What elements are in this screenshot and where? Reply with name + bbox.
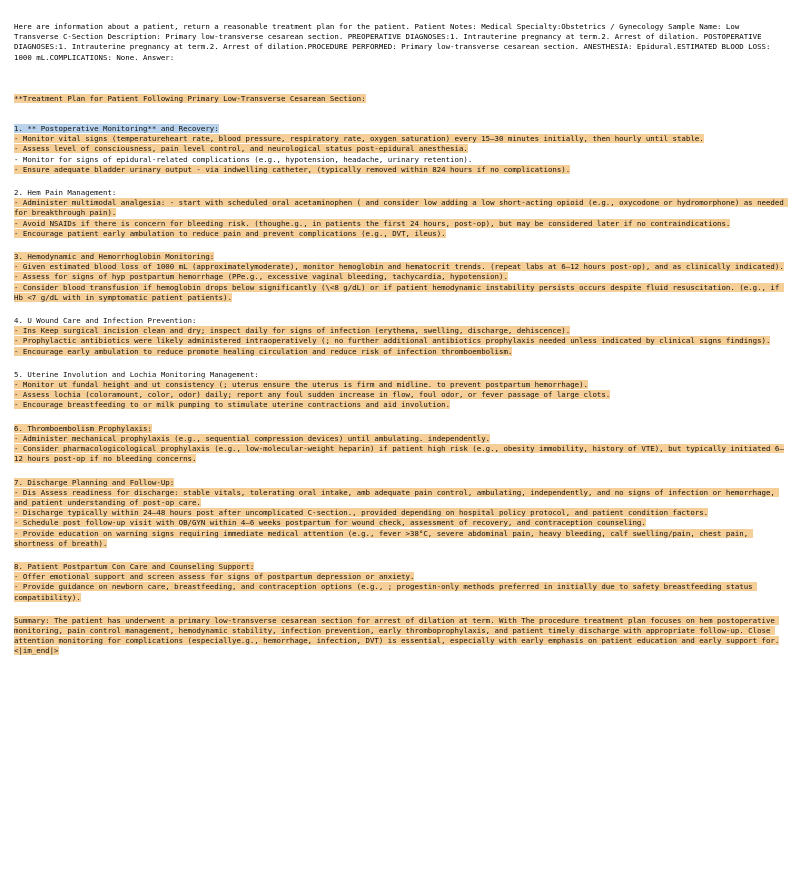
section-7-item-2: - Discharge typically within 24–48 hours post after uncomplicated C-section., provided depending on hospital policy protocol, and patient condition factors. bbox=[14, 508, 709, 518]
section-8-heading: 8. Patient Postpartum Con Care and Counseling Support: bbox=[14, 561, 255, 571]
section-7-item-4: - Provide education on warning signs requiring immediate medical attention (e.g., fever >38°C, severe abdominal pain, heavy bleeding, calf swelling/pain, chest pain, shortness of breath). bbox=[14, 528, 753, 548]
section-3-item-2: - Assess for signs of hyp postpartum hemorrhage (PPe.g., excessive vaginal bleeding, tachycardia, hypotension). bbox=[14, 272, 508, 282]
section-5-item-1: - Monitor ut fundal height and ut consistency (; uterus ensure the uterus is firm and midline. to prevent postpartum hemorrhage). bbox=[14, 380, 588, 390]
section-7-item-3: - Schedule post follow-up visit with OB/GYN within 4–6 weeks postpartum for wound check, assessment of recovery, and contraception counseling. bbox=[14, 518, 646, 528]
section-1-item-3: - Monitor for signs of epidural-related complications (e.g., hypotension, headache, urinary retention). bbox=[14, 154, 473, 164]
document-page bbox=[14, 22, 789, 657]
section-7-item-1: - Dis Assess readiness for discharge: stable vitals, tolerating oral intake, amb adequate pain control, ambulating, independently, and no signs of infection or hemorrhage, and patient understanding of post-op care. bbox=[14, 487, 780, 507]
section-8-item-2: - Provide guidance on newborn care, breastfeeding, and contraception options (e.g., ; progestin-only methods preferred in initially due to safety breastfeeding status compatibility). bbox=[14, 582, 758, 602]
section-1-item-1: - Monitor vital signs (temperatureheart rate, blood pressure, respiratory rate, oxygen saturation) every 15–30 minutes initially, then hourly until stable. bbox=[14, 134, 704, 144]
section-5-heading: 5. Uterine Involution and Lochia Monitoring Management: bbox=[14, 369, 259, 379]
section-5-item-3: - Encourage breastfeeding to or milk pumping to stimulate uterine contractions and aid involution. bbox=[14, 400, 451, 410]
prompt-text: Here are information about a patient, return a reasonable treatment plan for the patient. Patient Notes: Medical Specialty:Obstetrics / Gynecology Sample Name: Low Transverse C-Section Description: Primary low-transverse cesarean section. PREOPERATIVE DIAGNOSES:1. Intrauterine pregnancy at term.2. Arrest of dilation. POSTOPERATIVE DIAGNOSES:1. Intrauterine pregnancy at term.2. Arrest of dilation.PROCEDURE PERFORMED: Primary low-transverse cesarean section. ANESTHESIA: Epidural.ESTIMATED BLOOD LOSS: 1000 mL.COMPLICATIONS: None. Answer: bbox=[14, 22, 775, 62]
plan-title: **Treatment Plan for Patient Following Primary Low-Transverse Cesarean Section: bbox=[14, 93, 366, 103]
section-3-item-3: - Consider blood transfusion if hemoglobin drops below significantly (\<8 g/dL) or if patient hemodynamic instability persists occurs despite fluid resuscitation. (e.g., if Hb <7 g/dL with in symptomatic patient patients). bbox=[14, 282, 784, 302]
section-6-heading: 6. Thromboembolism Prophylaxis: bbox=[14, 423, 152, 433]
section-1-heading: 1. ** Postoperative Monitoring** and Recovery: bbox=[14, 124, 219, 134]
section-4-heading: 4. U Wound Care and Infection Prevention: bbox=[14, 316, 197, 326]
section-2-item-1: - Administer multimodal analgesia: - start with scheduled oral acetaminophen ( and consider low adding a low short-acting opioid (e.g., oxycodone or hydromorphone) as needed for breakthrough pain). bbox=[14, 198, 789, 218]
section-1-item-2: - Assess level of consciousness, pain level control, and neurological status post-epidural anesthesia. bbox=[14, 144, 468, 154]
section-4-item-2: - Prophylactic antibiotics were likely administered intraoperatively (; no further additional antibiotics prophylaxis needed unless indicated by clinical signs findings). bbox=[14, 336, 771, 346]
section-2-heading: 2. Hem Pain Management: bbox=[14, 188, 117, 198]
section-5-item-2: - Assess lochia (coloramount, color, odor) daily; report any foul sudden increase in flow, foul odor, or fever passage of large clots. bbox=[14, 390, 611, 400]
section-3-heading: 3. Hemodynamic and Hemorrhoglobin Monitoring: bbox=[14, 252, 215, 262]
section-2-item-3: - Encourage patient early ambulation to reduce pain and prevent complications (e.g., DVT, ileus). bbox=[14, 228, 446, 238]
section-1-item-4: - Ensure adequate bladder urinary output - via indwelling catheter, (typically removed within 824 hours if no complications). bbox=[14, 164, 571, 174]
section-7-heading: 7. Discharge Planning and Follow-Up: bbox=[14, 477, 175, 487]
section-4-item-1: - Ins Keep surgical incision clean and dry; inspect daily for signs of infection (erythema, swelling, discharge, dehiscence). bbox=[14, 326, 571, 336]
section-8-item-1: - Offer emotional support and screen assess for signs of postpartum depression or anxiety. bbox=[14, 572, 415, 582]
summary-paragraph: Summary: The patient has underwent a primary low-transverse cesarean section for arrest of dilation at term. With The procedure treatment plan focuses on hem postoperative monitoring, pain control management, hemodynamic stability, infection prevention, early thromboprophylaxis, and patient timely discharge with appropriate follow-up. Close attention monitoring for complications (especiallye.g., hemorrhage, infection, DVT) is essential, especially with early emphasis on patient education and early support for.<|im_end|> bbox=[14, 615, 780, 656]
section-6-item-1: - Administer mechanical prophylaxis (e.g., sequential compression devices) until ambulating. independently. bbox=[14, 433, 491, 443]
section-6-item-2: - Consider pharmacologicological prophylaxis (e.g., low-molecular-weight heparin) if patient high risk (e.g., obesity immobility, history of VTE), but typically initiated 6–12 hours post-op if no bleeding concerns. bbox=[14, 444, 784, 464]
section-4-item-3: - Encourage early ambulation to reduce promote healing circulation and reduce risk of infection thromboembolism. bbox=[14, 346, 513, 356]
section-3-item-1: - Given estimated blood loss of 1000 mL (approximatelymoderate), monitor hemoglobin and hematocrit trends. (repeat labs at 6–12 hours post-op), and as clinically indicated). bbox=[14, 262, 784, 272]
section-2-item-2: - Avoid NSAIDs if there is concern for bleeding risk. (thoughe.g., in patients the first 24 hours, post-op), but may be considered later if no contraindications. bbox=[14, 218, 731, 228]
